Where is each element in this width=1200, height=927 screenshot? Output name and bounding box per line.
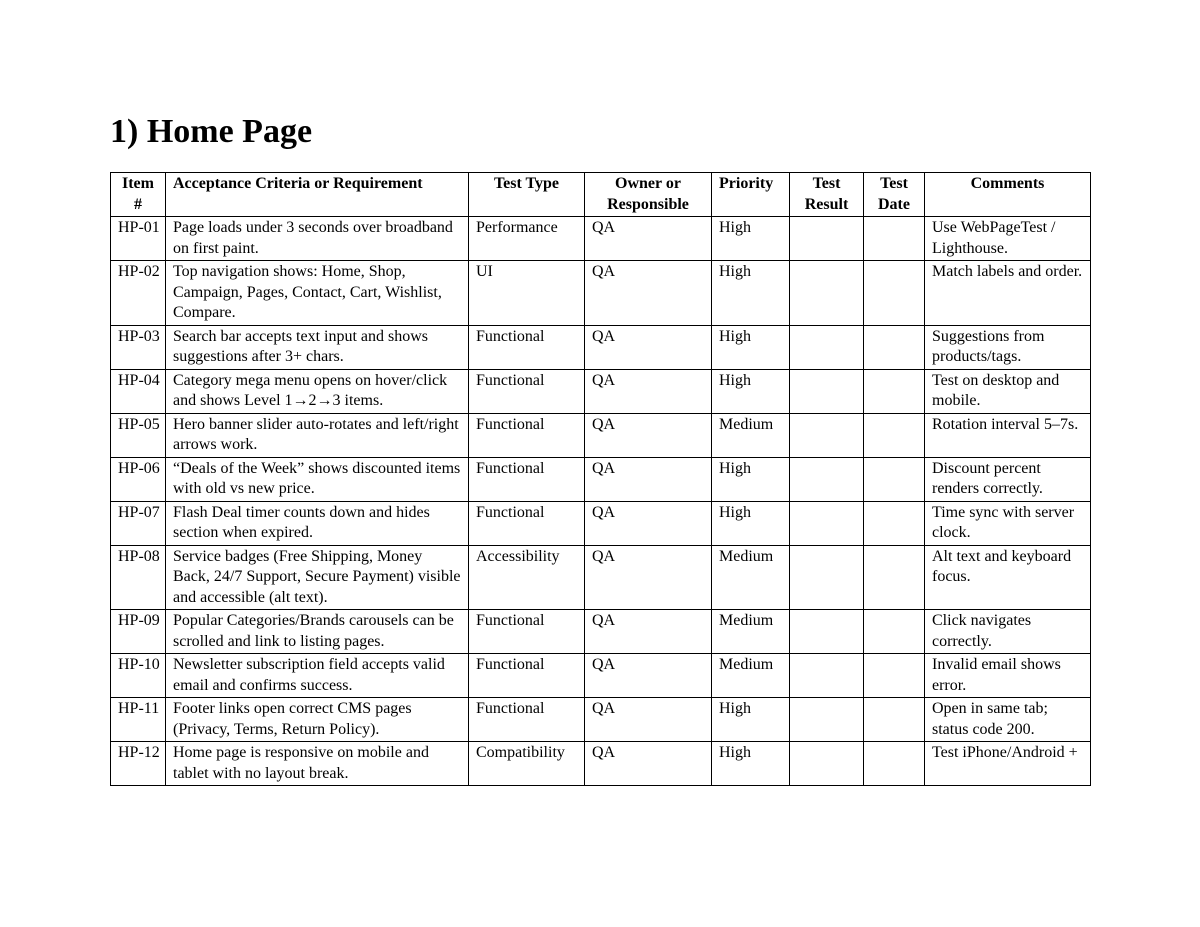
cell-priority: Medium [712, 413, 790, 457]
table-row [111, 610, 1091, 654]
cell-comments: Test on desktop and mobile. [925, 369, 1091, 413]
cell-priority: High [712, 742, 790, 786]
table-row [111, 413, 1091, 457]
cell-comments: Open in same tab; status code 200. [925, 698, 1091, 742]
cell-test-date [864, 501, 925, 545]
cell-item: HP-01 [111, 217, 166, 261]
table-row [111, 545, 1091, 610]
cell-test-type: UI [469, 261, 585, 326]
cell-comments: Invalid email shows error. [925, 654, 1091, 698]
cell-owner: QA [585, 610, 712, 654]
cell-priority: Medium [712, 545, 790, 610]
cell-test-date [864, 325, 925, 369]
cell-item: HP-04 [111, 369, 166, 413]
table-row [111, 369, 1091, 413]
cell-test-date [864, 369, 925, 413]
cell-comments: Click navigates correctly. [925, 610, 1091, 654]
cell-test-type: Functional [469, 698, 585, 742]
header-test-date: Test Date [864, 173, 925, 217]
cell-item: HP-06 [111, 457, 166, 501]
cell-criteria: Footer links open correct CMS pages (Privacy, Terms, Return Policy). [166, 698, 469, 742]
cell-owner: QA [585, 413, 712, 457]
cell-test-type: Functional [469, 369, 585, 413]
cell-priority: High [712, 369, 790, 413]
cell-criteria: Popular Categories/Brands carousels can be scrolled and link to listing pages. [166, 610, 469, 654]
cell-criteria: Flash Deal timer counts down and hides section when expired. [166, 501, 469, 545]
cell-priority: High [712, 501, 790, 545]
cell-comments: Rotation interval 5–7s. [925, 413, 1091, 457]
cell-test-type: Functional [469, 610, 585, 654]
cell-owner: QA [585, 457, 712, 501]
cell-comments: Time sync with server clock. [925, 501, 1091, 545]
cell-test-date [864, 698, 925, 742]
cell-comments: Match labels and order. [925, 261, 1091, 326]
table-body [111, 217, 1091, 786]
cell-owner: QA [585, 325, 712, 369]
cell-item: HP-07 [111, 501, 166, 545]
table-row [111, 501, 1091, 545]
header-owner: Owner or Responsible [585, 173, 712, 217]
header-priority: Priority [712, 173, 790, 217]
cell-criteria: “Deals of the Week” shows discounted items with old vs new price. [166, 457, 469, 501]
cell-test-result [790, 325, 864, 369]
header-criteria: Acceptance Criteria or Requirement [166, 173, 469, 217]
cell-test-type: Functional [469, 457, 585, 501]
cell-criteria: Category mega menu opens on hover/click and shows Level 1→2→3 items. [166, 369, 469, 413]
table-row [111, 261, 1091, 326]
cell-test-type: Functional [469, 654, 585, 698]
cell-priority: Medium [712, 610, 790, 654]
table-row [111, 742, 1091, 786]
cell-item: HP-03 [111, 325, 166, 369]
cell-criteria: Hero banner slider auto-rotates and left/right arrows work. [166, 413, 469, 457]
cell-criteria: Top navigation shows: Home, Shop, Campaign, Pages, Contact, Cart, Wishlist, Compare. [166, 261, 469, 326]
cell-test-result [790, 217, 864, 261]
cell-owner: QA [585, 261, 712, 326]
table-row [111, 217, 1091, 261]
cell-item: HP-10 [111, 654, 166, 698]
cell-test-date [864, 654, 925, 698]
cell-comments: Discount percent renders correctly. [925, 457, 1091, 501]
cell-priority: High [712, 217, 790, 261]
cell-test-result [790, 545, 864, 610]
cell-owner: QA [585, 501, 712, 545]
requirements-table [110, 172, 1091, 786]
cell-owner: QA [585, 654, 712, 698]
cell-test-result [790, 742, 864, 786]
cell-item: HP-05 [111, 413, 166, 457]
cell-test-result [790, 369, 864, 413]
cell-test-type: Functional [469, 501, 585, 545]
cell-comments: Test iPhone/Android + [925, 742, 1091, 786]
cell-test-result [790, 261, 864, 326]
table-row [111, 698, 1091, 742]
table-header-row [111, 173, 1091, 217]
cell-owner: QA [585, 369, 712, 413]
cell-test-type: Compatibility [469, 742, 585, 786]
table-row [111, 654, 1091, 698]
cell-item: HP-02 [111, 261, 166, 326]
page-title: 1) Home Page [110, 113, 313, 150]
cell-test-result [790, 698, 864, 742]
cell-test-type: Functional [469, 325, 585, 369]
cell-owner: QA [585, 742, 712, 786]
header-item: Item # [111, 173, 166, 217]
cell-test-date [864, 545, 925, 610]
cell-test-type: Functional [469, 413, 585, 457]
cell-comments: Suggestions from products/tags. [925, 325, 1091, 369]
cell-criteria: Service badges (Free Shipping, Money Back, 24/7 Support, Secure Payment) visible and accessible (alt text). [166, 545, 469, 610]
header-comments: Comments [925, 173, 1091, 217]
cell-comments: Use WebPageTest / Lighthouse. [925, 217, 1091, 261]
cell-test-result [790, 610, 864, 654]
cell-priority: High [712, 325, 790, 369]
cell-item: HP-11 [111, 698, 166, 742]
table-row [111, 325, 1091, 369]
cell-priority: High [712, 698, 790, 742]
cell-test-date [864, 610, 925, 654]
cell-owner: QA [585, 698, 712, 742]
cell-criteria: Newsletter subscription field accepts valid email and confirms success. [166, 654, 469, 698]
cell-comments: Alt text and keyboard focus. [925, 545, 1091, 610]
cell-priority: Medium [712, 654, 790, 698]
cell-test-type: Performance [469, 217, 585, 261]
cell-owner: QA [585, 217, 712, 261]
cell-test-date [864, 742, 925, 786]
cell-test-date [864, 413, 925, 457]
cell-priority: High [712, 457, 790, 501]
cell-item: HP-12 [111, 742, 166, 786]
table-row [111, 457, 1091, 501]
cell-test-type: Accessibility [469, 545, 585, 610]
cell-priority: High [712, 261, 790, 326]
cell-owner: QA [585, 545, 712, 610]
cell-test-date [864, 217, 925, 261]
cell-item: HP-08 [111, 545, 166, 610]
cell-test-result [790, 654, 864, 698]
cell-criteria: Home page is responsive on mobile and tablet with no layout break. [166, 742, 469, 786]
cell-test-result [790, 457, 864, 501]
cell-criteria: Page loads under 3 seconds over broadband on first paint. [166, 217, 469, 261]
cell-test-result [790, 501, 864, 545]
header-test-type: Test Type [469, 173, 585, 217]
cell-item: HP-09 [111, 610, 166, 654]
cell-criteria: Search bar accepts text input and shows suggestions after 3+ chars. [166, 325, 469, 369]
cell-test-date [864, 261, 925, 326]
header-test-result: Test Result [790, 173, 864, 217]
cell-test-date [864, 457, 925, 501]
cell-test-result [790, 413, 864, 457]
